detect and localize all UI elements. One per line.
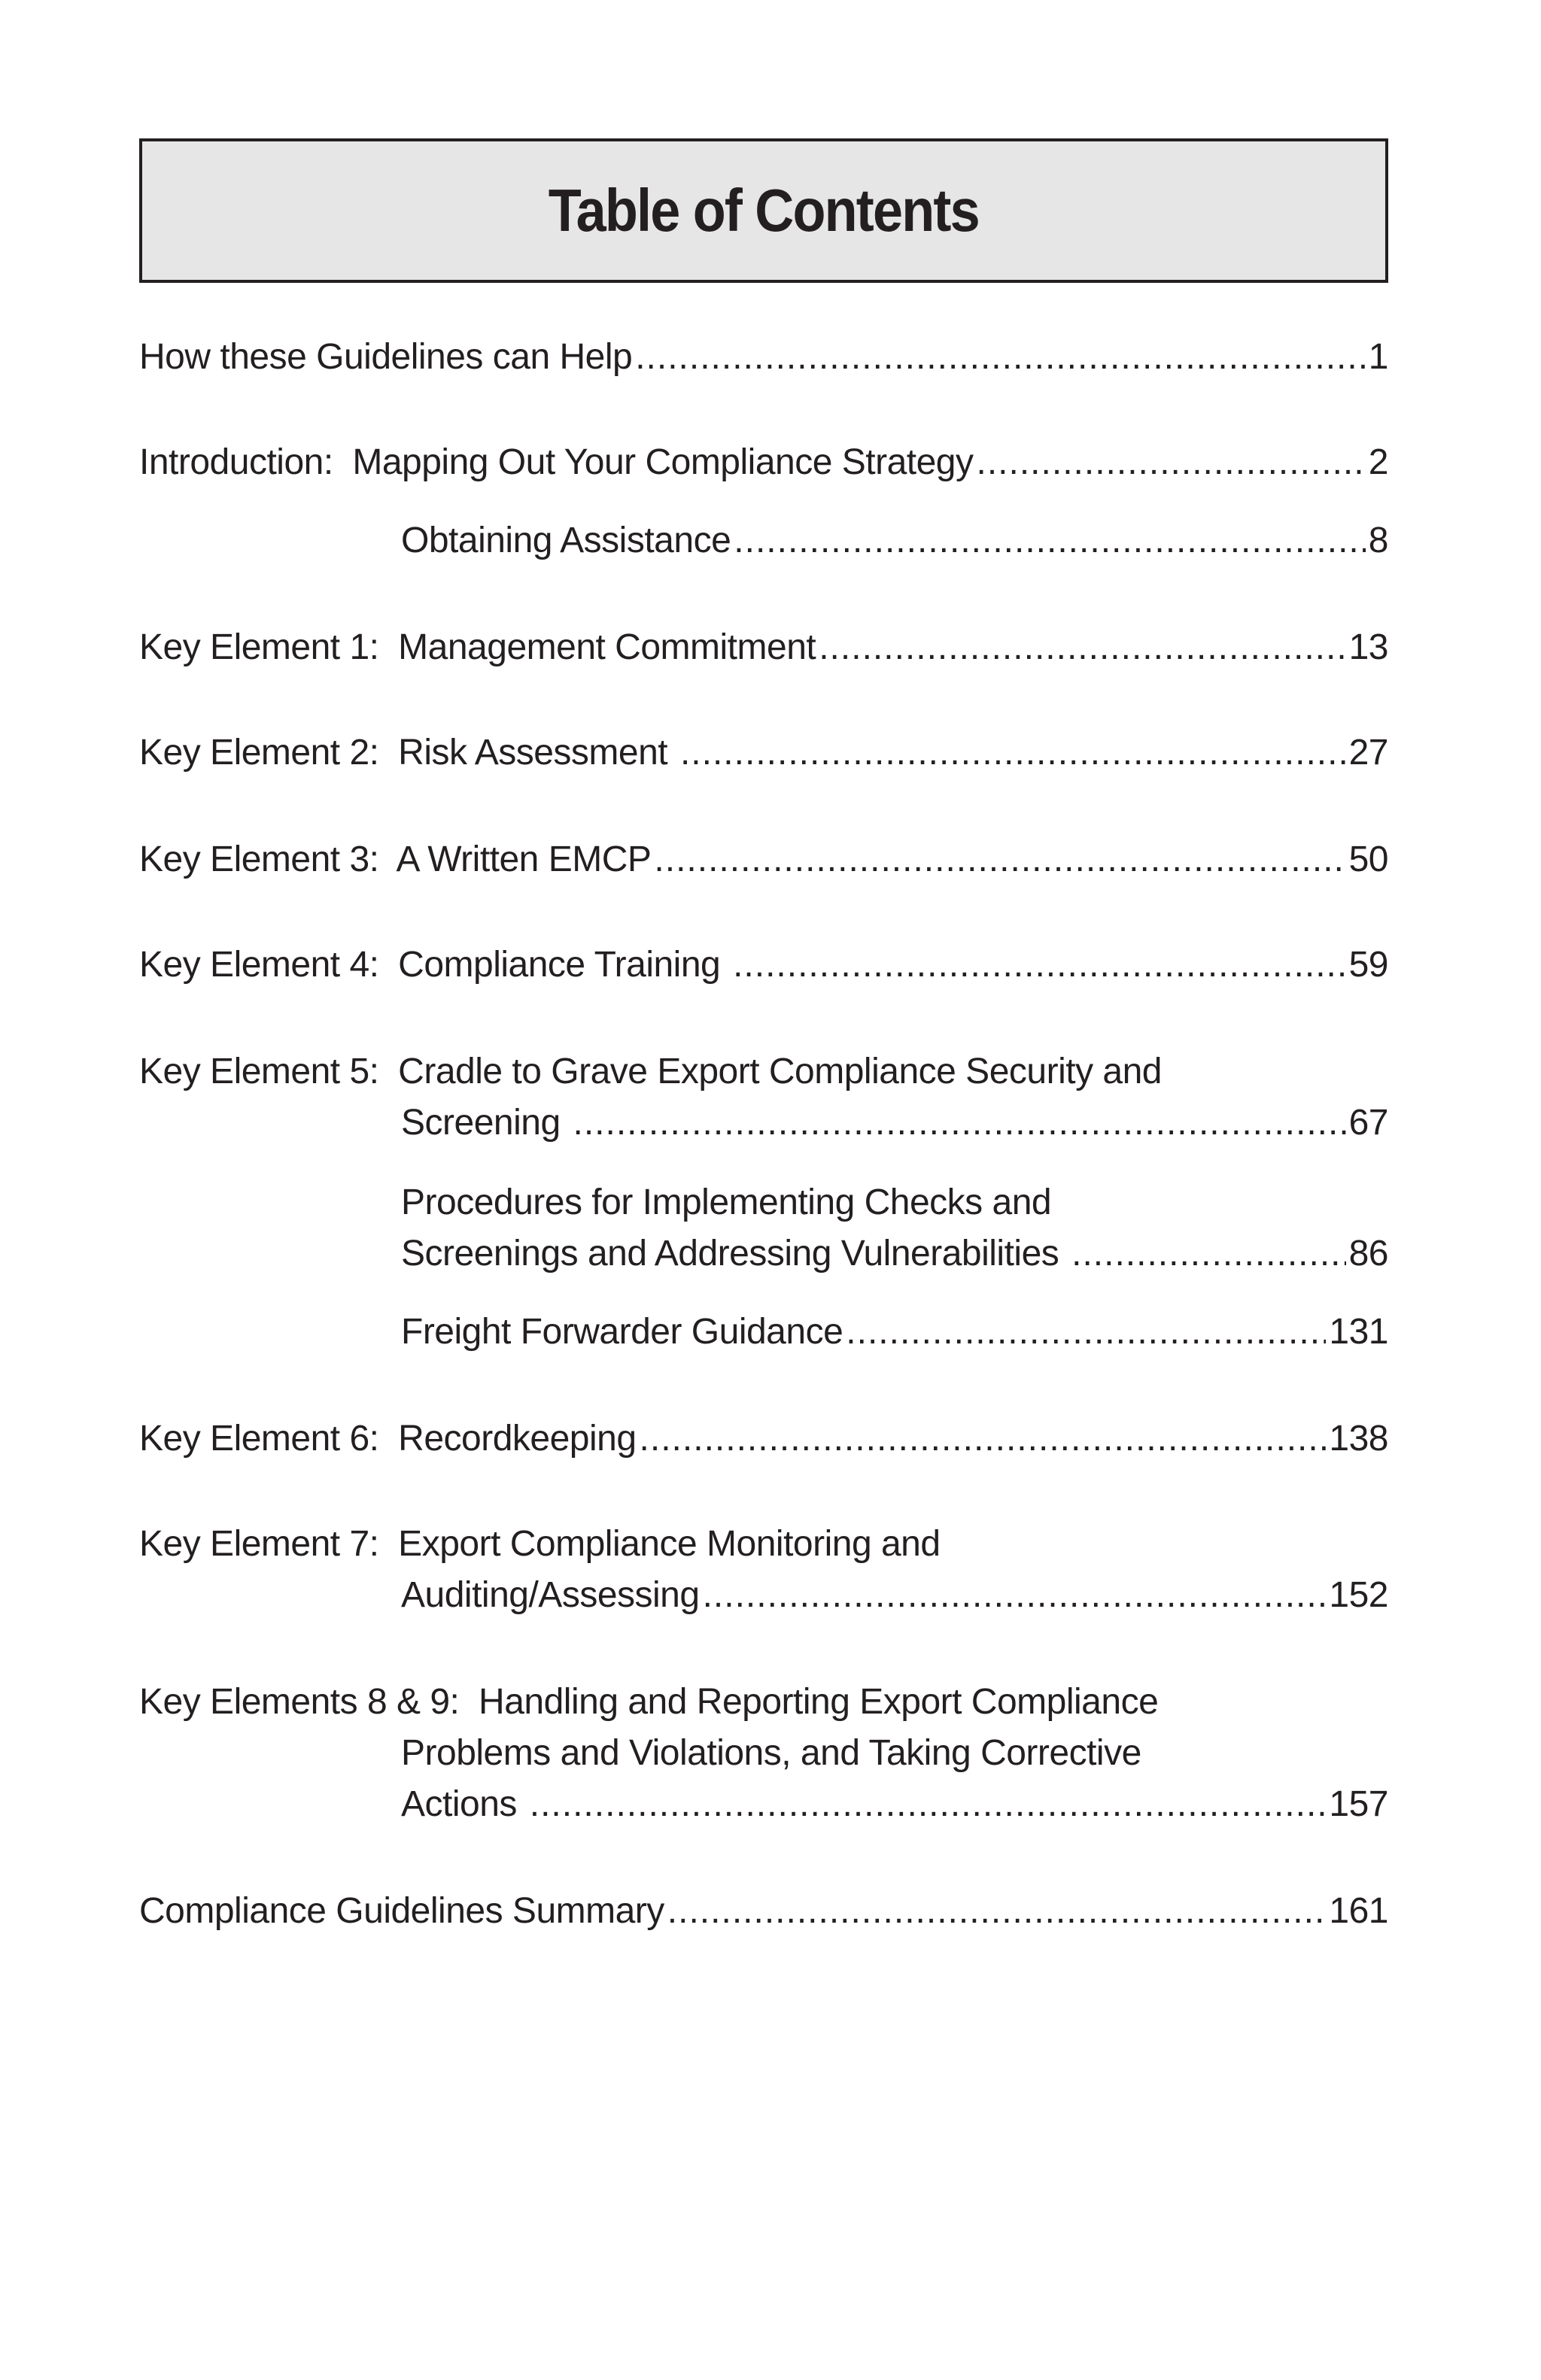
dot-leader bbox=[635, 331, 1366, 384]
toc-page-number: 86 bbox=[1348, 1234, 1388, 1273]
dot-leader bbox=[846, 1306, 1326, 1358]
toc-page-number: 152 bbox=[1329, 1575, 1388, 1615]
toc-page-number: 59 bbox=[1348, 945, 1388, 985]
dot-leader bbox=[1071, 1228, 1346, 1280]
toc-entry-label: Compliance Guidelines Summary bbox=[139, 1891, 664, 1931]
toc-entry-label: Key Element 2: Risk Assessment bbox=[139, 733, 677, 773]
dot-leader bbox=[977, 436, 1366, 489]
dot-leader bbox=[640, 1413, 1327, 1465]
toc-entry-text: Key Element 7: Export Compliance Monitoring and bbox=[139, 1524, 941, 1564]
toc-entry-label: Actions bbox=[401, 1784, 527, 1824]
dot-leader bbox=[667, 1885, 1327, 1938]
table-of-contents bbox=[139, 0, 1388, 2380]
toc-page-number: 27 bbox=[1348, 733, 1388, 773]
toc-entry-label: Screening bbox=[401, 1103, 570, 1143]
toc-entry-text: Key Element 5: Cradle to Grave Export Compliance Security and bbox=[139, 1052, 1162, 1091]
toc-entry-label: Key Element 3: A Written EMCP bbox=[139, 839, 652, 879]
toc-entry-label: Introduction: Mapping Out Your Compliance Strategy bbox=[139, 442, 974, 482]
toc-page-number: 8 bbox=[1368, 521, 1388, 560]
toc-entry-label: Screenings and Addressing Vulnerabilities bbox=[401, 1234, 1069, 1273]
toc-page-number: 2 bbox=[1368, 442, 1388, 482]
dot-leader bbox=[680, 727, 1346, 779]
toc-entry-text: Key Elements 8 & 9: Handling and Reporting Export Compliance bbox=[139, 1682, 1159, 1722]
toc-page-number: 161 bbox=[1329, 1891, 1388, 1931]
toc-page-number: 138 bbox=[1329, 1419, 1388, 1459]
toc-entry-text: Procedures for Implementing Checks and bbox=[401, 1182, 1052, 1222]
dot-leader bbox=[530, 1778, 1327, 1831]
toc-page-number: 67 bbox=[1348, 1103, 1388, 1143]
toc-page-number: 157 bbox=[1329, 1784, 1388, 1824]
toc-page-number: 50 bbox=[1348, 839, 1388, 879]
dot-leader bbox=[703, 1569, 1327, 1622]
toc-entry-text: Problems and Violations, and Taking Corrective bbox=[401, 1733, 1141, 1773]
toc-page-number: 13 bbox=[1348, 627, 1388, 667]
page-title: Table of Contents bbox=[548, 177, 980, 244]
toc-entry-label: Obtaining Assistance bbox=[401, 521, 731, 560]
toc-entry-label: Key Element 4: Compliance Training bbox=[139, 945, 731, 985]
dot-leader bbox=[733, 939, 1346, 991]
dot-leader bbox=[734, 515, 1366, 567]
toc-entry-label: Auditing/Assessing bbox=[401, 1575, 700, 1615]
dot-leader bbox=[573, 1097, 1345, 1149]
dot-leader bbox=[654, 833, 1345, 886]
toc-page-number: 1 bbox=[1368, 337, 1388, 377]
toc-entry-label: Key Element 1: Management Commitment bbox=[139, 627, 816, 667]
toc-entry-label: How these Guidelines can Help bbox=[139, 337, 633, 377]
toc-entry-label: Key Element 6: Recordkeeping bbox=[139, 1419, 637, 1459]
toc-page-number: 131 bbox=[1329, 1312, 1388, 1352]
dot-leader bbox=[819, 621, 1345, 674]
toc-entry-label: Freight Forwarder Guidance bbox=[401, 1312, 843, 1352]
